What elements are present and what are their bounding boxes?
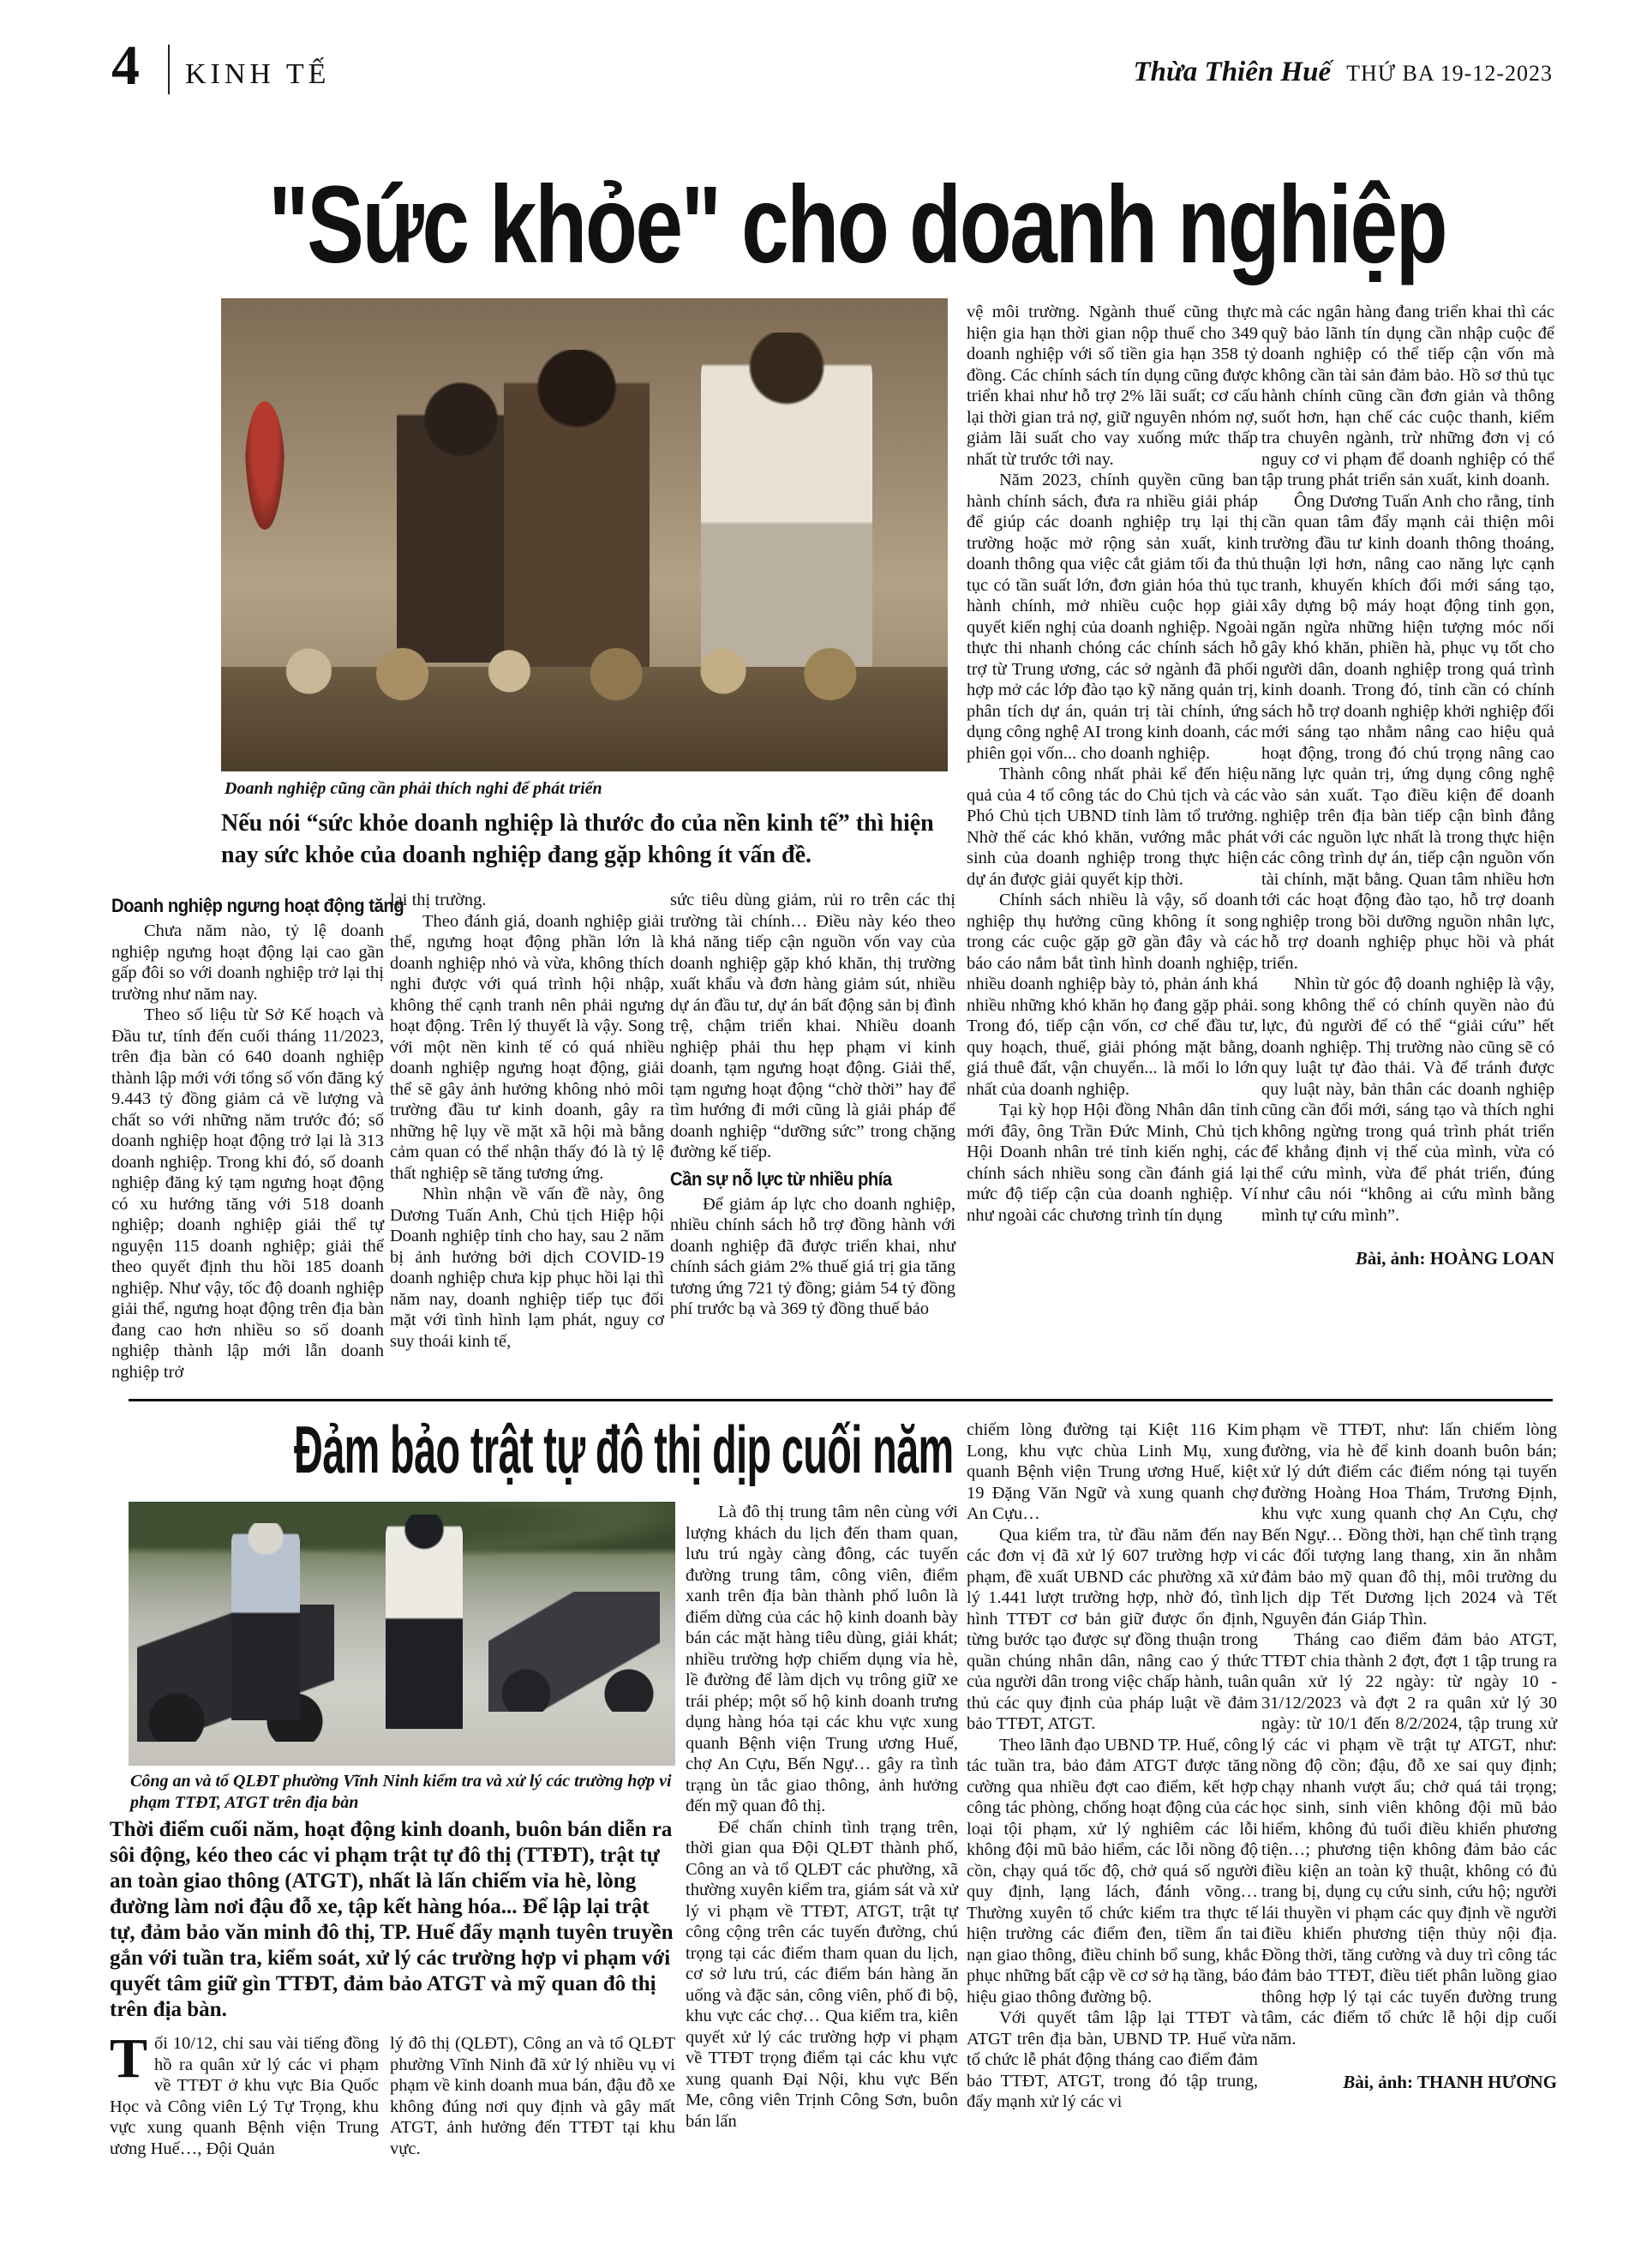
paragraph: Ông Dương Tuấn Anh cho rằng, tỉnh cần quan tâm đẩy mạnh cải thiện môi trường đầu tư kinh doanh thông thoáng, thuận lợi hơn, nâng cao năng lực cạnh tranh, khuyến khích đổi mới sáng tạo, xây dựng bộ máy hoạt động tinh gọn, ngăn ngừa những hiện tượng móc nối gây khó khăn, phiền hà, phục vụ tốt cho người dân, doanh nghiệp trong quá trình kinh doanh. Trong đó, tỉnh cần có chính sách hỗ trợ doanh nghiệp khởi nghiệp đổi mới sáng tạo nhằm nâng cao hiệu quả hoạt động, trong đó chú trọng nâng cao năng lực quản trị, ứng dụng công nghệ vào sản xuất. Tạo điều kiện để doanh nghiệp trên địa bàn tiếp cận bình đẳng với các nguồn lực nhất là trong thực hiện các công trình dự án, tiếp cận nguồn vốn tài chính, mặt bằng. Quan tâm nhiều hơn tới các hoạt động đào tạo, hỗ trợ doanh nghiệp trong bồi dưỡng nguồn nhân lực, hỗ trợ doanh nghiệp phục hồi và phát triển. [1261, 491, 1554, 973]
column-subhead: Doanh nghiệp ngưng hoạt động tăng [111, 895, 404, 916]
article1-headline: "Sức khỏe" cho doanh nghiệp [268, 164, 1446, 286]
masthead: Thừa Thiên Huế [1133, 57, 1332, 87]
article2-column-4 [1261, 1419, 1557, 2093]
paragraph: Nhìn nhận về vấn đề này, ông Dương Tuấn Anh, Chủ tịch Hiệp hội Doanh nghiệp tỉnh cho hay, sau 2 năm bị ảnh hưởng bởi dịch COVID-19 doanh nghiệp chưa kịp phục hồi lại thì năm nay, doanh nghiệp tiếp tục đối mặt với tình hình lạm phát, nguy cơ suy thoái kinh tế, [390, 1185, 664, 1351]
paragraph: Tại kỳ họp Hội đồng Nhân dân tỉnh mới đây, ông Trần Đức Minh, Chủ tịch Hội Doanh nhân trẻ tỉnh kiến nghị, các chính sách nhiều song cần đánh giá lại mức độ tiếp cận của doanh nghiệp. Ví như ngoài các chương trình tín dụng [967, 1101, 1258, 1225]
article2-photo [129, 1502, 675, 1766]
article1-column-4 [967, 302, 1258, 1226]
article1-photo-caption: Doanh nghiệp cũng cần phải thích nghi để phát triển [225, 779, 602, 798]
issue-date: THỨ BA 19-12-2023 [1346, 61, 1553, 86]
paragraph: lại thị trường. [390, 891, 487, 909]
paragraph: vệ môi trường. Ngành thuế cũng thực hiện gia hạn thời gian nộp thuế cho 349 doanh nghiệp với số tiền gia hạn 358 tỷ đồng. Các chính sách tín dụng cũng được triển khai như hỗ trợ 2% lãi suất; cơ cấu lại thời gian trả nợ, giữ nguyên nhóm nợ, giảm lãi suất cho vay xuống mức thấp nhất từ trước tới nay. [967, 303, 1258, 469]
paragraph: sức tiêu dùng giảm, rủi ro trên các thị trường tài chính… Điều này kéo theo khả năng tiếp cận nguồn vốn vay của doanh nghiệp gặp khó khăn, thị trường xuất khẩu và đơn hàng giảm sút, nhiều dự án đầu tư, dự án bất động sản bị đình trệ, chậm triển khai. Nhiều doanh nghiệp phải thu hẹp phạm vi kinh doanh, tạm ngưng hoạt động. Giải thể, tạm ngưng hoạt động “chờ thời” hay để tìm hướng đi mới cũng là giải pháp để doanh nghiệp “dưỡng sức” trong chặng đường kế tiếp. [670, 891, 955, 1161]
article1-column-2 [390, 890, 664, 1352]
paragraph: Qua kiểm tra, từ đầu năm đến nay các đơn vị đã xử lý 607 trường hợp vi phạm, đề xuất UBND các phường xã xử lý 1.441 lượt trường hợp, nhờ đó, tình hình TTĐT cơ bản giữ được ổn định, từng bước tạo được sự đồng thuận trong quần chúng nhân dân, nâng cao ý thức của người dân trong việc chấp hành, tuân thủ các quy định của pháp luật về đảm bảo TTĐT, ATGT. [967, 1525, 1258, 1733]
article-separator-rule [129, 1399, 1553, 1401]
article1-column-3 [670, 890, 955, 1320]
article1-lead: Nếu nói “sức khỏe doanh nghiệp là thước đo của nền kinh tế” thì hiện nay sức khỏe của doanh nghiệp đang gặp không ít vấn đề. [221, 810, 934, 868]
byline: Bài, ảnh: THANH HƯƠNG [1343, 2072, 1557, 2092]
paragraph: Theo đánh giá, doanh nghiệp giải thể, ngưng hoạt động phần lớn là doanh nghiệp nhỏ và vừa, không thích nghi được với quá trình hội nhập, không thể cạnh tranh nên phải ngưng hoạt động. Trên lý thuyết là vậy. Song với một nền kinh tế có quá nhiều doanh nghiệp ngưng hoạt động, giải thể sẽ gây ảnh hưởng không nhỏ môi trường đầu tư kinh doanh, gây ra những hệ lụy về mặt xã hội mà bằng cảm quan có thể nhận thấy đó là tỷ lệ thất nghiệp sẽ tăng tương ứng. [390, 911, 664, 1183]
article1-column-1 [111, 890, 404, 1383]
section-title: KINH TẾ [185, 58, 331, 90]
article1-column-5 [1261, 302, 1554, 1269]
paragraph: Để chấn chỉnh tình trạng trên, thời gian qua Đội QLĐT thành phố, Công an và tổ QLĐT các phường, xã thường xuyên kiểm tra, giám sát và xử lý vi phạm về TTĐT, ATGT, trật tự công cộng trên các tuyến đường, chú trọng tại các điểm tham quan du lịch, cơ sở lưu trú, các điểm bán hàng ăn uống và đặc sản, công viên, phố đi bộ, khu vực các chợ… Qua kiểm tra, kiên quyết xử lý các trường hợp vi phạm về TTĐT trọng điểm tại các khu vực xung quanh Đại Nội, khu vực Bến Me, công viên Trịnh Công Sơn, buôn bán lấn [686, 1817, 958, 2131]
paragraph: Với quyết tâm lập lại TTĐT và ATGT trên địa bàn, UBND TP. Huế vừa tổ chức lễ phát động tháng cao điểm đảm bảo TTĐT, ATGT, trong đó tập trung, đẩy mạnh xử lý các vi [967, 2008, 1258, 2111]
paragraph: Theo lãnh đạo UBND TP. Huế, công tác tuần tra, bảo đảm ATGT được tăng cường qua nhiều đợt cao điểm, kết hợp công tác phòng, chống hoạt động của các loại tội phạm, xử lý nghiêm các lỗi không đội mũ bảo hiểm, các lỗi nồng độ cồn, chạy quá tốc độ, chở quá số người quy định, lạng lách, đánh võng… Thường xuyên tổ chức kiểm tra thực tế hiện trường các điểm đen, tiềm ẩn tai nạn giao thông, điều chỉnh bổ sung, khắc phục những bất cập về cơ sở hạ tầng, báo hiệu giao thông đường bộ. [967, 1735, 1258, 2007]
photo-figure-officer [231, 1523, 300, 1720]
article1-photo [221, 298, 948, 771]
paragraph: phạm về TTĐT, như: lấn chiếm lòng đường, vỉa hè để kinh doanh buôn bán; xử lý dứt điểm các điểm nóng tại tuyến đường Hoàng Hoa Thám, Trương Định, khu vực xung quanh chợ An Cựu, chợ Bến Ngự… Đồng thời, hạn chế tình trạng các đối tượng lang thang, xin ăn nhằm đảm bảo mỹ quan đô thị, môi trường du lịch dịp Tết Dương lịch 2024 và Tết Nguyên đán Giáp Thìn. [1261, 1420, 1557, 1629]
paragraph: Tối 10/12, chỉ sau vài tiếng đồng hồ ra quân xử lý các vi phạm về TTĐT ở khu vực Bia Quốc Học và Công viên Lý Tự Trọng, khu vực xung quanh Bệnh viện Trung ương Huế…, Đội Quản [110, 2027, 379, 2158]
header-right [1134, 57, 1553, 88]
photo-figure-woman2 [504, 350, 650, 667]
paragraph: mà các ngân hàng đang triển khai thì các quỹ bảo lãnh tín dụng cần nhập cuộc để doanh nghiệp có thể tiếp cận vốn mà không cần tài sản đảm bảo. Hồ sơ thủ tục hành chính cũng cần đơn giản và thông suốt hơn, hạn chế các cuộc thanh, kiểm tra chuyên ngành, trừ những đơn vị có nguy cơ vi phạm để doanh nghiệp có thể tập trung phát triển sản xuất, kinh doanh. [1261, 303, 1554, 489]
paragraph: Tháng cao điểm đảm bảo ATGT, TTĐT chia thành 2 đợt, đợt 1 tập trung ra quân xử lý 22 ngày: từ ngày 10 - 31/12/2023 và đợt 2 ra quân xử lý 30 ngày: từ 10/1 đến 8/2/2024, tập trung xử lý các vi phạm về trật tự ATGT, như: nồng độ cồn; đậu, đỗ xe sai quy định; chạy nhanh vượt ẩu; chở quá tải trọng; học sinh, sinh viên không đội mũ bảo hiểm, không đủ tuổi điều khiển phương tiện…; phương tiện không đảm bảo các điều kiện an toàn kỹ thuật, không có đủ trang bị, dụng cụ cứu sinh, cứu hộ; người lái thuyền vi phạm các quy định về người điều khiển phương tiện thủy nội địa. Đồng thời, tăng cường và duy trì công tác đảm bảo TTĐT, điều tiết phân luồng giao thông hợp lý tại các tuyến đường trung tâm, các điểm tổ chức lễ hội dịp cuối năm. [1261, 1630, 1557, 2049]
article2-intro: Thời điểm cuối năm, hoạt động kinh doanh, buôn bán diễn ra sôi động, kéo theo các vi phạm trật tự đô thị (TTĐT), trật tự an toàn giao thông (ATGT), nhất là lấn chiếm vỉa hè, lòng đường làm nơi đậu đỗ xe, tập kết hàng hóa... Để lập lại trật tự, đảm bảo văn minh đô thị, TP. Huế đẩy mạnh tuyên truyền gắn với tuần tra, kiểm soát, xử lý các trường hợp vi phạm với quyết tâm giữ gìn TTĐT, đảm bảo ATGT và mỹ quan đô thị trên địa bàn. [110, 1818, 674, 2021]
article2-subcolumn-1 [110, 2027, 379, 2159]
photo-motorbike-right [488, 1592, 660, 1712]
article2-headline: Đảm bảo trật tự đô thị dịp cuối năm [294, 1412, 954, 1487]
paragraph: chiếm lòng đường tại Kiệt 116 Kim Long, khu vực chùa Linh Mụ, xung quanh Bệnh viện Trung ương Huế, kiệt 19 Đặng Văn Ngữ và xung quanh chợ An Cựu… [967, 1420, 1258, 1523]
photo-figure-inspector [386, 1515, 463, 1729]
article2-column-2 [686, 1502, 958, 2132]
photo-duster-red [245, 401, 284, 530]
paragraph: Năm 2023, chính quyền cũng ban hành chính sách, đưa ra nhiều giải pháp để giúp các doanh nghiệp trụ lại thị trường hoặc mở rộng sản xuất, kinh doanh thông qua việc cắt giảm tối đa thủ tục có tần suất lớn, đơn giản hóa thủ tục hành chính, mở nhiều cuộc họp giải quyết kiến nghị của doanh nghiệp. Ngoài thực thi nhanh chóng các chính sách hỗ trợ từ Trung ương, các sở ngành đã phối hợp mở các lớp đào tạo kỹ năng quản trị, phân tích dự án, quản trị tài chính, ứng dụng công nghệ AI trong kinh doanh, các phiên gọi vốn... cho doanh nghiệp. [967, 471, 1258, 763]
photo-figure-customer [701, 333, 872, 675]
paragraph: Nhìn từ góc độ doanh nghiệp là vậy, song không thể có chính quyền nào đủ lực, đủ người để có thể “giải cứu” hết doanh nghiệp. Thị trường nào cũng sẽ có quy luật tự đào thải. Và để tránh được quy luật này, bản thân các doanh nghiệp cũng cần đổi mới, sáng tạo và thích nghi không ngừng trong quá trình phát triển để khẳng định vị thế của mình, vừa có thể cứu mình, vừa để phát triển, đúng như câu nói “không ai cứu mình bằng mình tự cứu mình”. [1261, 975, 1554, 1225]
article2-column-3 [967, 1419, 1258, 2113]
paragraph: Theo số liệu từ Sở Kế hoạch và Đầu tư, tính đến cuối tháng 11/2023, trên địa bàn có 640 doanh nghiệp thành lập mới với tổng số vốn đăng ký 9.443 tỷ đồng giảm cả về lượng và chất so với những năm trước đó; số doanh nghiệp hoạt động trở lại là 313 doanh nghiệp. Trong khi đó, số doanh nghiệp đăng ký tạm ngưng hoạt động có xu hướng tăng với 518 doanh nghiệp; doanh nghiệp giải thể tự nguyện 115 doanh nghiệp; giải thể theo quyết định thu hồi 185 doanh nghiệp. Như vậy, tốc độ doanh nghiệp giải thể, ngưng hoạt động trên địa bàn đang cao hơn nhiều so số doanh nghiệp thành lập mới lẫn doanh nghiệp trở [111, 1005, 384, 1382]
paragraph: Thành công nhất phải kể đến hiệu quả của 4 tổ công tác do Chủ tịch và các Phó Chủ tịch UBND tỉnh làm tổ trưởng. Nhờ thế các khó khăn, vướng mắc phát sinh của doanh nghiệp trong thực hiện dự án được giải quyết kịp thời. [967, 765, 1258, 889]
byline: Bài, ảnh: HOÀNG LOAN [1355, 1248, 1554, 1269]
paragraph: Để giảm áp lực cho doanh nghiệp, nhiều chính sách hỗ trợ đồng hành với doanh nghiệp đã được triển khai, như chính sách giảm 2% thuế giá trị gia tăng tương ứng 721 tỷ đồng; giảm 54 tỷ đồng phí trước bạ và 369 tỷ đồng thuế bảo [670, 1194, 955, 1318]
paragraph: Là đô thị trung tâm nên cùng với lượng khách du lịch đến tham quan, lưu trú ngày càng đông, các tuyến đường trung tâm, công viên, điểm xanh trên địa bàn thành phố luôn là điểm dừng của các hộ kinh doanh bày bán các mặt hàng tiêu dùng, giải khát; nhiều trường hợp chiếm dụng vỉa hè, lề đường để làm dịch vụ trông giữ xe trái phép; một số hộ kinh doanh trưng dụng hàng hóa tại các khu vực xung quanh Bệnh viện Trung ương Huế, chợ An Cựu, Bến Ngự… gây ra tình trạng ùn tắc giao thông, ảnh hưởng đến mỹ quan đô thị. [686, 1503, 958, 1815]
article2-subcolumn-2 [390, 2033, 675, 2159]
header-divider [168, 45, 170, 94]
article2-photo-caption: Công an và tổ QLĐT phường Vĩnh Ninh kiểm tra và xử lý các trường hợp vi phạm TTĐT, ATGT trên địa bàn [130, 1772, 672, 1812]
photo-pots [255, 641, 924, 701]
paragraph: lý đô thị (QLĐT), Công an và tổ QLĐT phường Vĩnh Ninh đã xử lý nhiều vụ vi phạm về kinh doanh mua bán, đậu đỗ xe không đúng nơi quy định và gây mất ATGT, ảnh hưởng đến TTĐT tại khu vực. [390, 2034, 675, 2158]
page-number: 4 [111, 34, 140, 97]
paragraph: Chính sách nhiều là vậy, số doanh nghiệp thụ hưởng cũng không ít song trong các cuộc gặp gỡ gần đây và các báo cáo nắm bắt tình hình doanh nghiệp, nhiều doanh nghiệp bày tỏ, phản ánh khá nhiều những khó khăn họ đang gặp phải. Trong đó, tiếp cận vốn, cơ chế đầu tư, quy hoạch, thuế, giải phóng mặt bằng, giá thuê đất, vận chuyển... là mối lo lớn nhất của doanh nghiệp. [967, 891, 1258, 1099]
paragraph: Chưa năm nào, tỷ lệ doanh nghiệp ngưng hoạt động lại cao gần gấp đôi so với doanh nghiệp trở lại thị trường như năm nay. [111, 921, 384, 1004]
column-subhead: Cần sự nỗ lực từ nhiều phía [670, 1167, 892, 1190]
drop-cap: T [110, 2027, 148, 2090]
